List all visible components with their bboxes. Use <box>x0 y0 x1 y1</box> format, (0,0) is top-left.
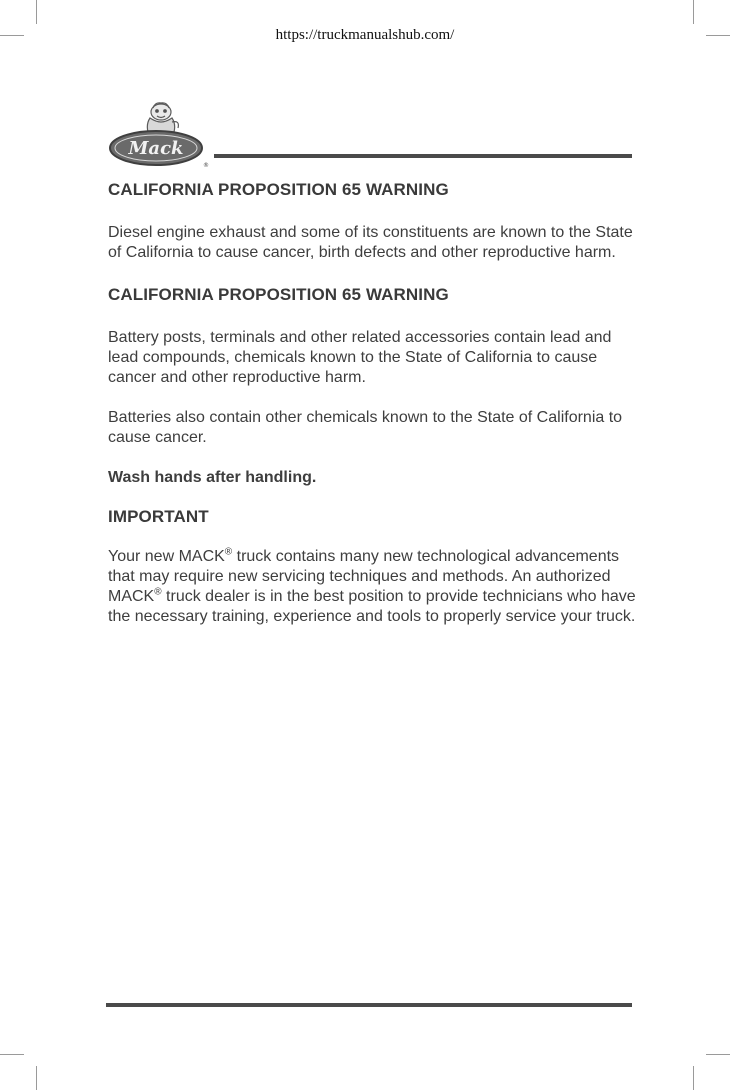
wash-hands-notice: Wash hands after handling. <box>108 469 317 486</box>
crop-mark-bottom-left <box>36 1066 37 1090</box>
crop-mark-top-right <box>693 0 694 24</box>
mack-text-part-3: truck dealer is in the best position to provide technicians who have the necessary training, experience and tools to properly service your truck. <box>108 588 636 625</box>
crop-mark-top-left <box>36 0 37 24</box>
logo-wordmark: Mack <box>128 138 184 159</box>
source-url[interactable]: https://truckmanualshub.com/ <box>275 27 455 43</box>
mack-text-part-2: truck contains many new technological advancements that may require new servicing techniques and methods. An authorized MACK <box>108 548 620 605</box>
registered-mark-2: ® <box>154 586 162 598</box>
battery-posts-paragraph: Battery posts, terminals and other related accessories contain lead and lead compounds, chemicals known to the State of California to cause cancer and other reproductive harm. <box>108 329 612 386</box>
mack-logo <box>106 98 216 170</box>
crop-mark-bottom-left-h <box>0 1054 24 1055</box>
crop-mark-bottom-right <box>693 1066 694 1090</box>
registered-mark-1: ® <box>224 546 233 558</box>
logo-registered-mark: ® <box>203 162 209 169</box>
important-heading: IMPORTANT <box>108 507 209 526</box>
mack-text-part-1: Your new MACK <box>108 548 225 565</box>
warning-content <box>108 180 638 627</box>
prop65-heading-1: CALIFORNIA PROPOSITION 65 WARNING <box>108 180 449 199</box>
header-rule <box>214 154 632 158</box>
mack-servicing-paragraph <box>108 547 638 627</box>
prop65-heading-2: CALIFORNIA PROPOSITION 65 WARNING <box>108 285 449 304</box>
diesel-exhaust-paragraph: Diesel engine exhaust and some of its constituents are known to the State of California to cause cancer, birth defects and other reproductive harm. <box>108 224 633 261</box>
crop-mark-bottom-right-h <box>706 1054 730 1055</box>
footer-rule <box>106 1003 632 1007</box>
mack-bulldog-logo-icon <box>106 98 216 170</box>
batteries-chemicals-paragraph: Batteries also contain other chemicals known to the State of California to cause cancer. <box>108 409 623 446</box>
